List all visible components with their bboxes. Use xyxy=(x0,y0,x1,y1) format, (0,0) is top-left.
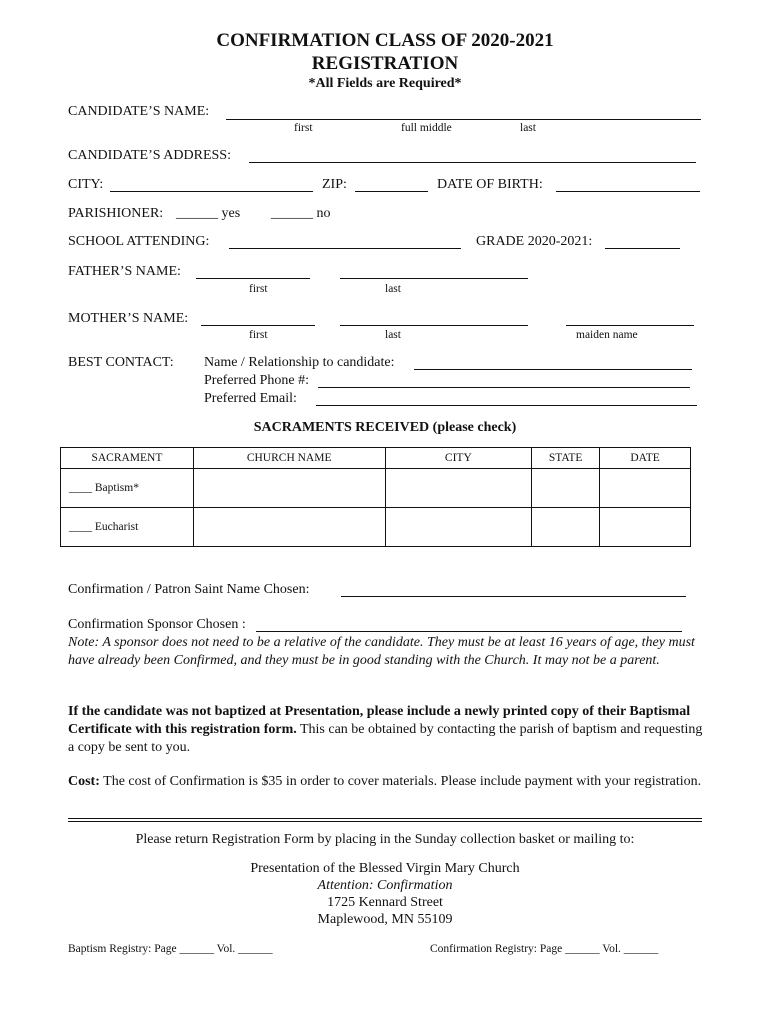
candidate-last-hint: last xyxy=(520,122,536,134)
eucharist-date-cell[interactable] xyxy=(600,508,691,547)
father-last-field[interactable] xyxy=(340,278,528,279)
col-state: STATE xyxy=(532,448,600,469)
baptism-note-normal: This can be obtained by contacting the parish of baptism and requesting a copy be sent to you. xyxy=(68,722,703,755)
divider-top xyxy=(68,818,702,819)
parishioner-yes[interactable]: ______ yes xyxy=(176,206,241,221)
best-contact-label: BEST CONTACT: xyxy=(68,355,174,370)
mother-last-field[interactable] xyxy=(340,325,528,326)
table-row xyxy=(61,469,691,508)
baptism-state-cell[interactable] xyxy=(532,469,600,508)
baptism-registry: Baptism Registry: Page ______ Vol. ______ xyxy=(68,943,273,955)
school-label: SCHOOL ATTENDING: xyxy=(68,234,210,249)
contact-name-rel-label: Name / Relationship to candidate: xyxy=(204,355,395,370)
dob-field[interactable] xyxy=(556,191,700,192)
patron-saint-field[interactable] xyxy=(341,596,686,597)
contact-phone-label: Preferred Phone #: xyxy=(204,373,309,388)
col-city: CITY xyxy=(385,448,532,469)
baptism-check[interactable]: ____ Baptism* xyxy=(61,469,194,508)
mother-first-hint: first xyxy=(249,329,268,341)
contact-phone-field[interactable] xyxy=(318,387,690,388)
sponsor-field[interactable] xyxy=(256,631,682,632)
baptism-date-cell[interactable] xyxy=(600,469,691,508)
father-first-field[interactable] xyxy=(196,278,310,279)
school-field[interactable] xyxy=(229,248,461,249)
church-name: Presentation of the Blessed Virgin Mary Church xyxy=(250,861,520,876)
page-subtitle: REGISTRATION xyxy=(311,53,459,74)
candidate-name-field[interactable] xyxy=(226,119,701,120)
mother-name-label: MOTHER’S NAME: xyxy=(68,311,189,326)
mother-maiden-hint: maiden name xyxy=(576,329,638,341)
zip-label: ZIP: xyxy=(322,177,347,192)
street-address: 1725 Kennard Street xyxy=(327,895,443,910)
candidate-address-label: CANDIDATE’S ADDRESS: xyxy=(68,148,231,163)
father-last-hint: last xyxy=(385,283,401,295)
father-name-label: FATHER’S NAME: xyxy=(68,264,181,279)
sacraments-table xyxy=(60,447,691,547)
parishioner-no[interactable]: ______ no xyxy=(271,206,331,221)
mother-last-hint: last xyxy=(385,329,401,341)
candidate-name-label: CANDIDATE’S NAME: xyxy=(68,104,210,119)
cost-note xyxy=(68,773,708,791)
candidate-middle-hint: full middle xyxy=(401,122,452,134)
parishioner-label: PARISHIONER: xyxy=(68,206,164,221)
eucharist-state-cell[interactable] xyxy=(532,508,600,547)
grade-field[interactable] xyxy=(605,248,680,249)
baptism-city-cell[interactable] xyxy=(385,469,532,508)
eucharist-check[interactable]: ____ Eucharist xyxy=(61,508,194,547)
candidate-first-hint: first xyxy=(294,122,313,134)
sponsor-note: Note: A sponsor does not need to be a relative of the candidate. They must be at least 16 years of age, they must have already been Confirmed, and they must be in good standing with the Church. It may not be a parent. xyxy=(68,635,695,668)
contact-email-label: Preferred Email: xyxy=(204,391,297,406)
mother-maiden-field[interactable] xyxy=(566,325,694,326)
cost-label: Cost: xyxy=(68,774,100,789)
patron-saint-label: Confirmation / Patron Saint Name Chosen: xyxy=(68,582,310,597)
table-row xyxy=(61,508,691,547)
baptism-note-bold: If the candidate was not baptized at Presentation, please include a newly printed copy of their Baptismal Certificate with this registration form. xyxy=(68,704,691,737)
eucharist-church-cell[interactable] xyxy=(193,508,385,547)
dob-label: DATE OF BIRTH: xyxy=(437,177,543,192)
required-note: *All Fields are Required* xyxy=(308,76,462,91)
page-title: CONFIRMATION CLASS OF 2020-2021 xyxy=(216,30,554,51)
zip-field[interactable] xyxy=(355,191,428,192)
city-field[interactable] xyxy=(110,191,313,192)
father-first-hint: first xyxy=(249,283,268,295)
sponsor-label: Confirmation Sponsor Chosen : xyxy=(68,617,246,632)
attention-line: Attention: Confirmation xyxy=(317,878,453,893)
col-date: DATE xyxy=(600,448,691,469)
col-church-name: CHURCH NAME xyxy=(193,448,385,469)
city-state-zip: Maplewood, MN 55109 xyxy=(317,912,453,927)
sacraments-heading: SACRAMENTS RECEIVED (please check) xyxy=(253,420,517,435)
mother-first-field[interactable] xyxy=(201,325,315,326)
confirmation-registry: Confirmation Registry: Page ______ Vol. ______ xyxy=(430,943,659,955)
return-instruction: Please return Registration Form by placing in the Sunday collection basket or mailing to: xyxy=(135,832,635,847)
baptism-certificate-note xyxy=(68,703,708,757)
eucharist-city-cell[interactable] xyxy=(385,508,532,547)
city-label: CITY: xyxy=(68,177,104,192)
candidate-address-field[interactable] xyxy=(249,162,696,163)
grade-label: GRADE 2020-2021: xyxy=(476,234,593,249)
contact-email-field[interactable] xyxy=(316,405,697,406)
divider-bottom xyxy=(68,821,702,822)
baptism-church-cell[interactable] xyxy=(193,469,385,508)
cost-text: The cost of Confirmation is $35 in order to cover materials. Please include payment with your registration. xyxy=(99,774,702,789)
contact-name-rel-field[interactable] xyxy=(414,369,692,370)
col-sacrament: SACRAMENT xyxy=(61,448,194,469)
sacraments-header-row xyxy=(61,448,691,469)
